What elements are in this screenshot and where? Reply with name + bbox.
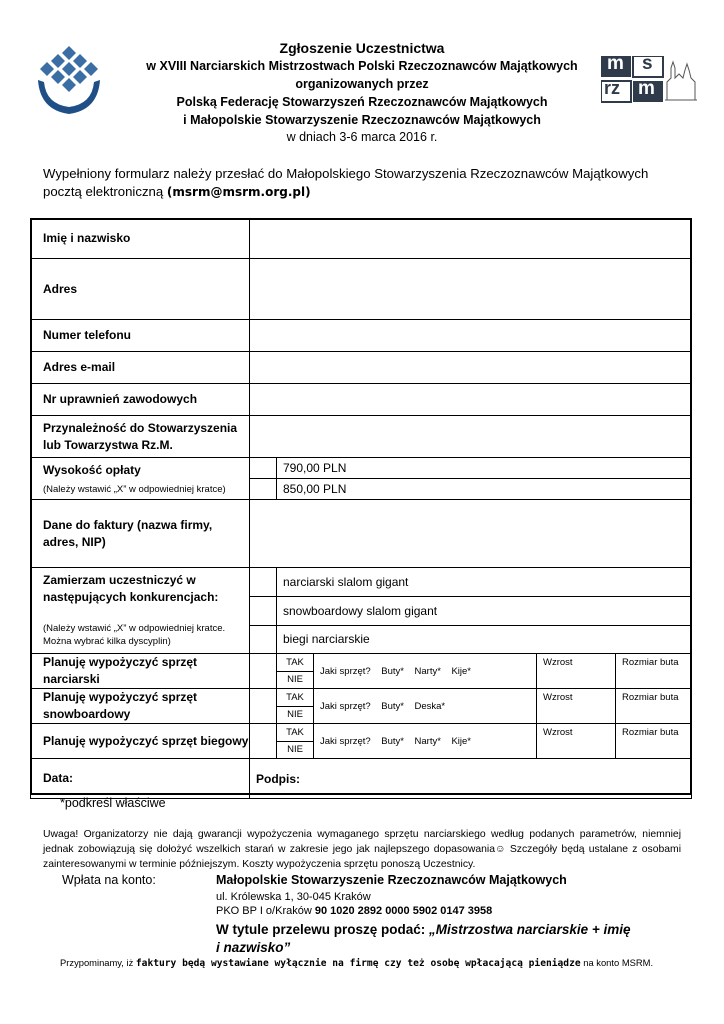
rent-snowboard-height[interactable] — [537, 689, 616, 723]
fee-label — [31, 458, 250, 500]
license-label: Nr uprawnień zawodowych — [31, 384, 250, 416]
transfer-title-value: „Mistrzostwa narciarskie + imię i nazwisko” — [216, 922, 631, 955]
organizer-association: i Małopolskie Stowarzyszenie Rzeczoznawców Majątkowych — [183, 113, 541, 127]
instructions-line1: Wypełniony formularz należy przesłać do Małopolskiego Stowarzyszenia Rzeczoznawców Majątkowych — [43, 166, 649, 181]
rent-ski-height-label: Wzrost — [543, 657, 573, 668]
invoice-label — [31, 500, 250, 568]
fee-label-text: Wysokość opłaty — [43, 462, 141, 477]
event-dates: w dniach 3-6 marca 2016 r. — [286, 130, 438, 144]
invoice-label-text: Dane do faktury (nazwa firmy, adres, NIP) — [43, 517, 213, 549]
form-title: Zgłoszenie Uczestnictwa — [279, 40, 445, 56]
competitions-note: (Należy wstawić „X” w odpowiedniej kratce. Można wybrać kilka dyscyplin) — [43, 623, 226, 647]
rent-xc-shoe-label: Rozmiar buta — [622, 727, 679, 738]
phone-field[interactable] — [250, 320, 692, 352]
competition-checkbox-cross-country[interactable] — [250, 626, 276, 653]
payment-address: ul. Królewska 1, 30-045 Kraków — [216, 891, 371, 903]
rent-snowboard-shoe-label: Rozmiar buta — [622, 692, 679, 703]
rent-snowboard-yes[interactable]: TAK — [277, 689, 313, 707]
payment-bank — [216, 905, 492, 917]
msrm-logo — [601, 53, 697, 104]
rent-ski-options — [250, 654, 692, 689]
rent-snowboard-height-label: Wzrost — [543, 692, 573, 703]
payment-recipient: Małopolskie Stowarzyszenie Rzeczoznawców Majątkowych — [216, 873, 567, 887]
fee-options — [250, 458, 692, 500]
email-label: Adres e-mail — [31, 352, 250, 384]
rent-ski-no[interactable]: NIE — [287, 674, 303, 685]
rent-snowboard-label — [31, 689, 250, 724]
logo-letter-rz: rz — [604, 78, 621, 98]
email-field[interactable] — [250, 352, 692, 384]
rent-xc-no[interactable]: NIE — [287, 744, 303, 755]
instructions-line2: pocztą elektroniczną — [43, 184, 167, 199]
rent-ski-label-text: Planuję wypożyczyć sprzęt narciarski — [43, 655, 198, 686]
license-field[interactable] — [250, 384, 692, 416]
rent-snowboard-options — [250, 689, 692, 724]
fee-note: (Należy wstawić „X” w odpowiedniej kratce) — [43, 483, 226, 495]
payment-label: Wpłata na konto: — [62, 873, 156, 887]
competition-option-ski-slalom: narciarski slalom gigant — [277, 568, 691, 597]
rent-ski-label — [31, 654, 250, 689]
invoice-field[interactable] — [250, 500, 692, 568]
rent-xc-equipment[interactable]: Jaki sprzęt? Buty* Narty* Kije* — [314, 724, 537, 758]
submission-instructions — [43, 165, 693, 201]
rent-ski-height[interactable] — [537, 654, 616, 688]
competition-option-cross-country: biegi narciarskie — [283, 632, 370, 646]
membership-field[interactable] — [250, 416, 692, 458]
rent-xc-shoe-size[interactable] — [616, 724, 692, 758]
fee-checkbox-850[interactable] — [250, 479, 276, 499]
transfer-title-instruction — [216, 921, 636, 957]
rent-snowboard-label-text: Planuję wypożyczyć sprzęt snowboardowy — [43, 690, 198, 721]
competition-options — [250, 568, 692, 654]
reminder-post: na konto MSRM. — [580, 957, 654, 968]
rent-ski-yes[interactable]: TAK — [277, 654, 313, 672]
rent-snowboard-no[interactable]: NIE — [287, 709, 303, 720]
invoice-reminder — [60, 957, 653, 969]
logo-letter-m2: m — [638, 78, 655, 99]
bank-account-number: 90 1020 2892 0000 5902 0147 3958 — [314, 905, 493, 917]
association-logo — [36, 40, 102, 116]
rent-xc-label-text: Planuję wypożyczyć sprzęt biegowy — [43, 733, 249, 748]
competition-checkbox-slalom-ski[interactable] — [250, 568, 276, 597]
address-field[interactable] — [250, 259, 692, 320]
rent-ski-shoe-label: Rozmiar buta — [622, 657, 679, 668]
rent-xc-options — [250, 724, 692, 759]
address-label: Adres — [31, 259, 250, 320]
rental-warning: Uwaga! Organizatorzy nie dają gwarancji wypożyczenia wymaganego sprzętu narciarskiego według podanych parametrów, niemniej jednak zobowiązują się dołożyć wszelkich starań w zakresie jego jak najlepszego dopasowania☺ Szczegóły będą ustalane z osobami zainteresowanymi w terminie późniejszym. Koszty wypożyczenia sprzętu ponoszą Uczestnicy. — [43, 829, 681, 870]
registration-form — [30, 218, 692, 799]
competition-checkbox-slalom-snowboard[interactable] — [250, 597, 276, 626]
rent-snowboard-shoe-size[interactable] — [616, 689, 692, 723]
name-field[interactable] — [250, 219, 692, 259]
date-field[interactable] — [31, 759, 250, 799]
membership-label — [31, 416, 250, 458]
rent-snowboard-equipment[interactable]: Jaki sprzęt? Buty* Deska* — [314, 689, 537, 723]
underline-note: *podkreśl właściwe — [60, 796, 166, 810]
fee-option-850: 850,00 PLN — [283, 482, 347, 496]
contact-email[interactable]: (msrm@msrm.org.pl) — [166, 185, 311, 199]
reminder-pre: Przypominamy, iż — [60, 957, 136, 968]
signature-label: Podpis: — [256, 771, 300, 786]
transfer-title-lead: W tytule przelewu proszę podać: — [216, 922, 430, 937]
organizer-federation: Polską Federację Stowarzyszeń Rzeczoznawców Majątkowych — [176, 95, 548, 109]
rent-xc-height-label: Wzrost — [543, 727, 573, 738]
fee-option-790: 790,00 PLN — [277, 458, 691, 479]
logo-letter-s: s — [642, 53, 653, 74]
membership-label-text: Przynależność do Stowarzyszenia lub Towarzystwa Rz.M. — [43, 420, 238, 452]
rent-xc-label — [31, 724, 250, 759]
bank-name: PKO BP I o/Kraków — [216, 905, 315, 917]
name-label: Imię i nazwisko — [31, 219, 250, 259]
rent-xc-yes[interactable]: TAK — [277, 724, 313, 742]
competitions-label — [31, 568, 250, 654]
phone-label: Numer telefonu — [31, 320, 250, 352]
rent-ski-equipment[interactable]: Jaki sprzęt? Buty* Narty* Kije* — [314, 654, 537, 688]
competition-option-snowboard-slalom: snowboardowy slalom gigant — [277, 597, 691, 626]
reminder-bold: faktury będą wystawiane wyłącznie na firmę czy też osobę wpłacającą pieniądze — [135, 958, 581, 969]
fee-checkbox-790[interactable] — [250, 458, 276, 479]
event-name: w XVIII Narciarskich Mistrzostwach Polski Rzeczoznawców Majątkowych — [146, 59, 578, 73]
logo-letter-m1: m — [607, 53, 624, 74]
competitions-label-text: Zamierzam uczestniczyć w następujących konkurencjach: — [43, 573, 219, 604]
organizer-intro: organizowanych przez — [295, 77, 429, 91]
rent-xc-height[interactable] — [537, 724, 616, 758]
date-label: Data: — [43, 771, 74, 785]
rent-ski-shoe-size[interactable] — [616, 654, 692, 688]
signature-field[interactable] — [250, 759, 692, 799]
